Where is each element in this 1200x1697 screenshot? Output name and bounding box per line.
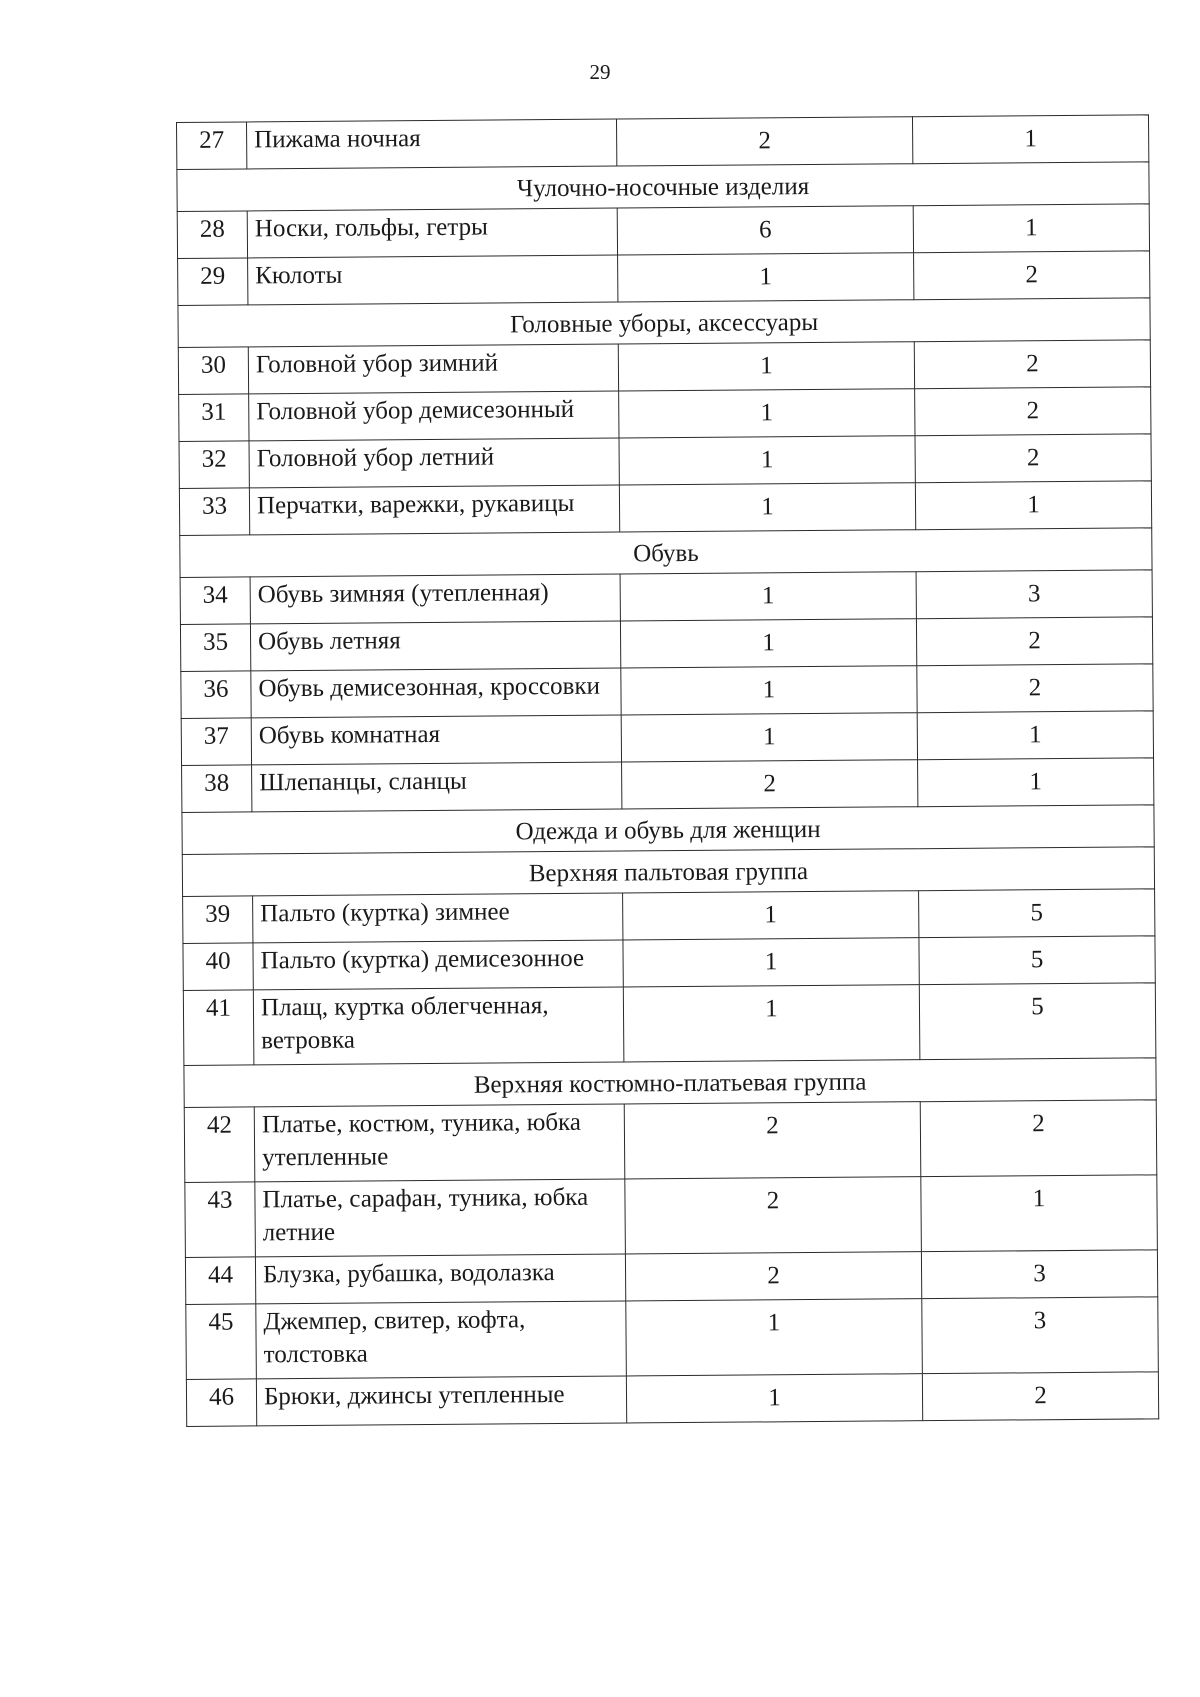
item-quantity: 1 bbox=[626, 1374, 922, 1423]
item-wear-term: 5 bbox=[919, 889, 1155, 938]
table-row bbox=[179, 481, 1151, 536]
table-row bbox=[178, 340, 1150, 395]
item-name: Пальто (куртка) демисезонное bbox=[253, 940, 623, 990]
item-number: 28 bbox=[177, 211, 247, 259]
section-title: Головные уборы, аксессуары bbox=[178, 298, 1150, 348]
item-number: 34 bbox=[180, 577, 250, 625]
section-title: Чулочно-носочные изделия bbox=[177, 162, 1149, 212]
item-number: 46 bbox=[186, 1379, 256, 1427]
item-number: 37 bbox=[181, 718, 251, 766]
item-name: Обувь комнатная bbox=[251, 715, 621, 765]
table-row bbox=[185, 1175, 1158, 1258]
item-wear-term: 1 bbox=[917, 711, 1153, 760]
item-number: 31 bbox=[179, 394, 249, 442]
item-name: Пальто (куртка) зимнее bbox=[253, 893, 623, 943]
item-wear-term: 3 bbox=[921, 1250, 1157, 1299]
table-row bbox=[180, 617, 1152, 672]
table-row bbox=[184, 1100, 1157, 1183]
table-row bbox=[181, 664, 1153, 719]
item-number: 30 bbox=[178, 347, 248, 395]
item-number: 35 bbox=[180, 624, 250, 672]
table-row bbox=[179, 387, 1151, 442]
section-title: Одежда и обувь для женщин bbox=[182, 805, 1154, 855]
item-wear-term: 1 bbox=[912, 115, 1148, 164]
item-wear-term: 2 bbox=[922, 1372, 1158, 1421]
item-number: 44 bbox=[185, 1257, 255, 1305]
item-number: 29 bbox=[178, 258, 248, 306]
item-quantity: 1 bbox=[620, 572, 916, 621]
item-wear-term: 2 bbox=[914, 251, 1150, 300]
table-row bbox=[183, 983, 1156, 1066]
item-number: 38 bbox=[182, 765, 252, 813]
item-quantity: 1 bbox=[623, 891, 919, 940]
item-wear-term: 5 bbox=[919, 936, 1155, 985]
item-number: 41 bbox=[183, 990, 254, 1066]
item-name: Плащ, куртка облегченная, ветровка bbox=[253, 987, 624, 1065]
item-number: 40 bbox=[183, 943, 253, 991]
item-name: Головной убор зимний bbox=[248, 344, 618, 394]
item-quantity: 1 bbox=[619, 483, 915, 532]
item-wear-term: 1 bbox=[913, 204, 1149, 253]
item-name: Шлепанцы, сланцы bbox=[252, 762, 622, 812]
item-quantity: 1 bbox=[623, 938, 919, 987]
item-wear-term: 3 bbox=[922, 1297, 1159, 1374]
item-name: Обувь летняя bbox=[250, 621, 620, 671]
item-name: Головной убор демисезонный bbox=[249, 391, 619, 441]
item-wear-term: 5 bbox=[919, 983, 1156, 1060]
item-number: 39 bbox=[183, 896, 253, 944]
item-quantity: 1 bbox=[620, 619, 916, 668]
item-name: Платье, костюм, туника, юбка утепленные bbox=[254, 1104, 625, 1182]
item-name: Брюки, джинсы утепленные bbox=[256, 1376, 626, 1426]
item-quantity: 2 bbox=[622, 760, 918, 809]
item-name: Головной убор летний bbox=[249, 438, 619, 488]
item-number: 33 bbox=[179, 488, 249, 536]
item-wear-term: 2 bbox=[915, 434, 1151, 483]
item-quantity: 1 bbox=[618, 342, 914, 391]
item-number: 42 bbox=[184, 1107, 255, 1183]
item-name: Носки, гольфы, гетры bbox=[247, 208, 617, 258]
table-row bbox=[183, 889, 1155, 944]
item-wear-term: 3 bbox=[916, 570, 1152, 619]
table-row bbox=[182, 758, 1154, 813]
item-quantity: 1 bbox=[621, 666, 917, 715]
item-name: Блузка, рубашка, водолазка bbox=[255, 1254, 625, 1304]
section-title: Верхняя костюмно-платьевая группа bbox=[184, 1058, 1156, 1108]
item-wear-term: 2 bbox=[917, 664, 1153, 713]
clothing-norms-table bbox=[176, 114, 1159, 1427]
item-wear-term: 2 bbox=[914, 340, 1150, 389]
table-row bbox=[177, 115, 1149, 170]
item-quantity: 1 bbox=[626, 1299, 923, 1376]
item-number: 32 bbox=[179, 441, 249, 489]
item-quantity: 2 bbox=[624, 1102, 921, 1179]
item-quantity: 2 bbox=[625, 1177, 922, 1254]
item-name: Обувь демисезонная, кроссовки bbox=[251, 668, 621, 718]
table-row bbox=[177, 204, 1149, 259]
item-number: 27 bbox=[177, 122, 247, 170]
item-quantity: 1 bbox=[618, 253, 914, 302]
item-quantity: 1 bbox=[619, 389, 915, 438]
table-row bbox=[180, 570, 1152, 625]
section-title: Обувь bbox=[180, 528, 1152, 578]
item-wear-term: 2 bbox=[916, 617, 1152, 666]
item-wear-term: 2 bbox=[920, 1100, 1157, 1177]
item-name: Кюлоты bbox=[248, 255, 618, 305]
item-name: Перчатки, варежки, рукавицы bbox=[249, 485, 619, 535]
table-body bbox=[177, 115, 1159, 1427]
table-row bbox=[179, 434, 1151, 489]
item-quantity: 2 bbox=[625, 1252, 921, 1301]
table-row bbox=[183, 936, 1155, 991]
page-number: 29 bbox=[589, 60, 611, 84]
table-row bbox=[178, 251, 1150, 306]
table-row bbox=[186, 1372, 1158, 1427]
section-title: Верхняя пальтовая группа bbox=[182, 847, 1154, 897]
item-quantity: 6 bbox=[617, 206, 913, 255]
item-number: 45 bbox=[186, 1304, 257, 1380]
item-name: Обувь зимняя (утепленная) bbox=[250, 574, 620, 624]
table-row bbox=[181, 711, 1153, 766]
item-name: Платье, сарафан, туника, юбка летние bbox=[255, 1179, 626, 1257]
item-quantity: 1 bbox=[621, 713, 917, 762]
item-name: Пижама ночная bbox=[247, 119, 617, 169]
item-quantity: 2 bbox=[616, 117, 912, 166]
item-quantity: 1 bbox=[619, 436, 915, 485]
table-row bbox=[186, 1297, 1159, 1380]
item-wear-term: 1 bbox=[918, 758, 1154, 807]
item-name: Джемпер, свитер, кофта, толстовка bbox=[256, 1301, 627, 1379]
item-quantity: 1 bbox=[623, 985, 920, 1062]
item-number: 43 bbox=[185, 1182, 256, 1258]
item-wear-term: 1 bbox=[921, 1175, 1158, 1252]
table-row bbox=[185, 1250, 1157, 1305]
item-wear-term: 2 bbox=[915, 387, 1151, 436]
item-wear-term: 1 bbox=[915, 481, 1151, 530]
item-number: 36 bbox=[181, 671, 251, 719]
